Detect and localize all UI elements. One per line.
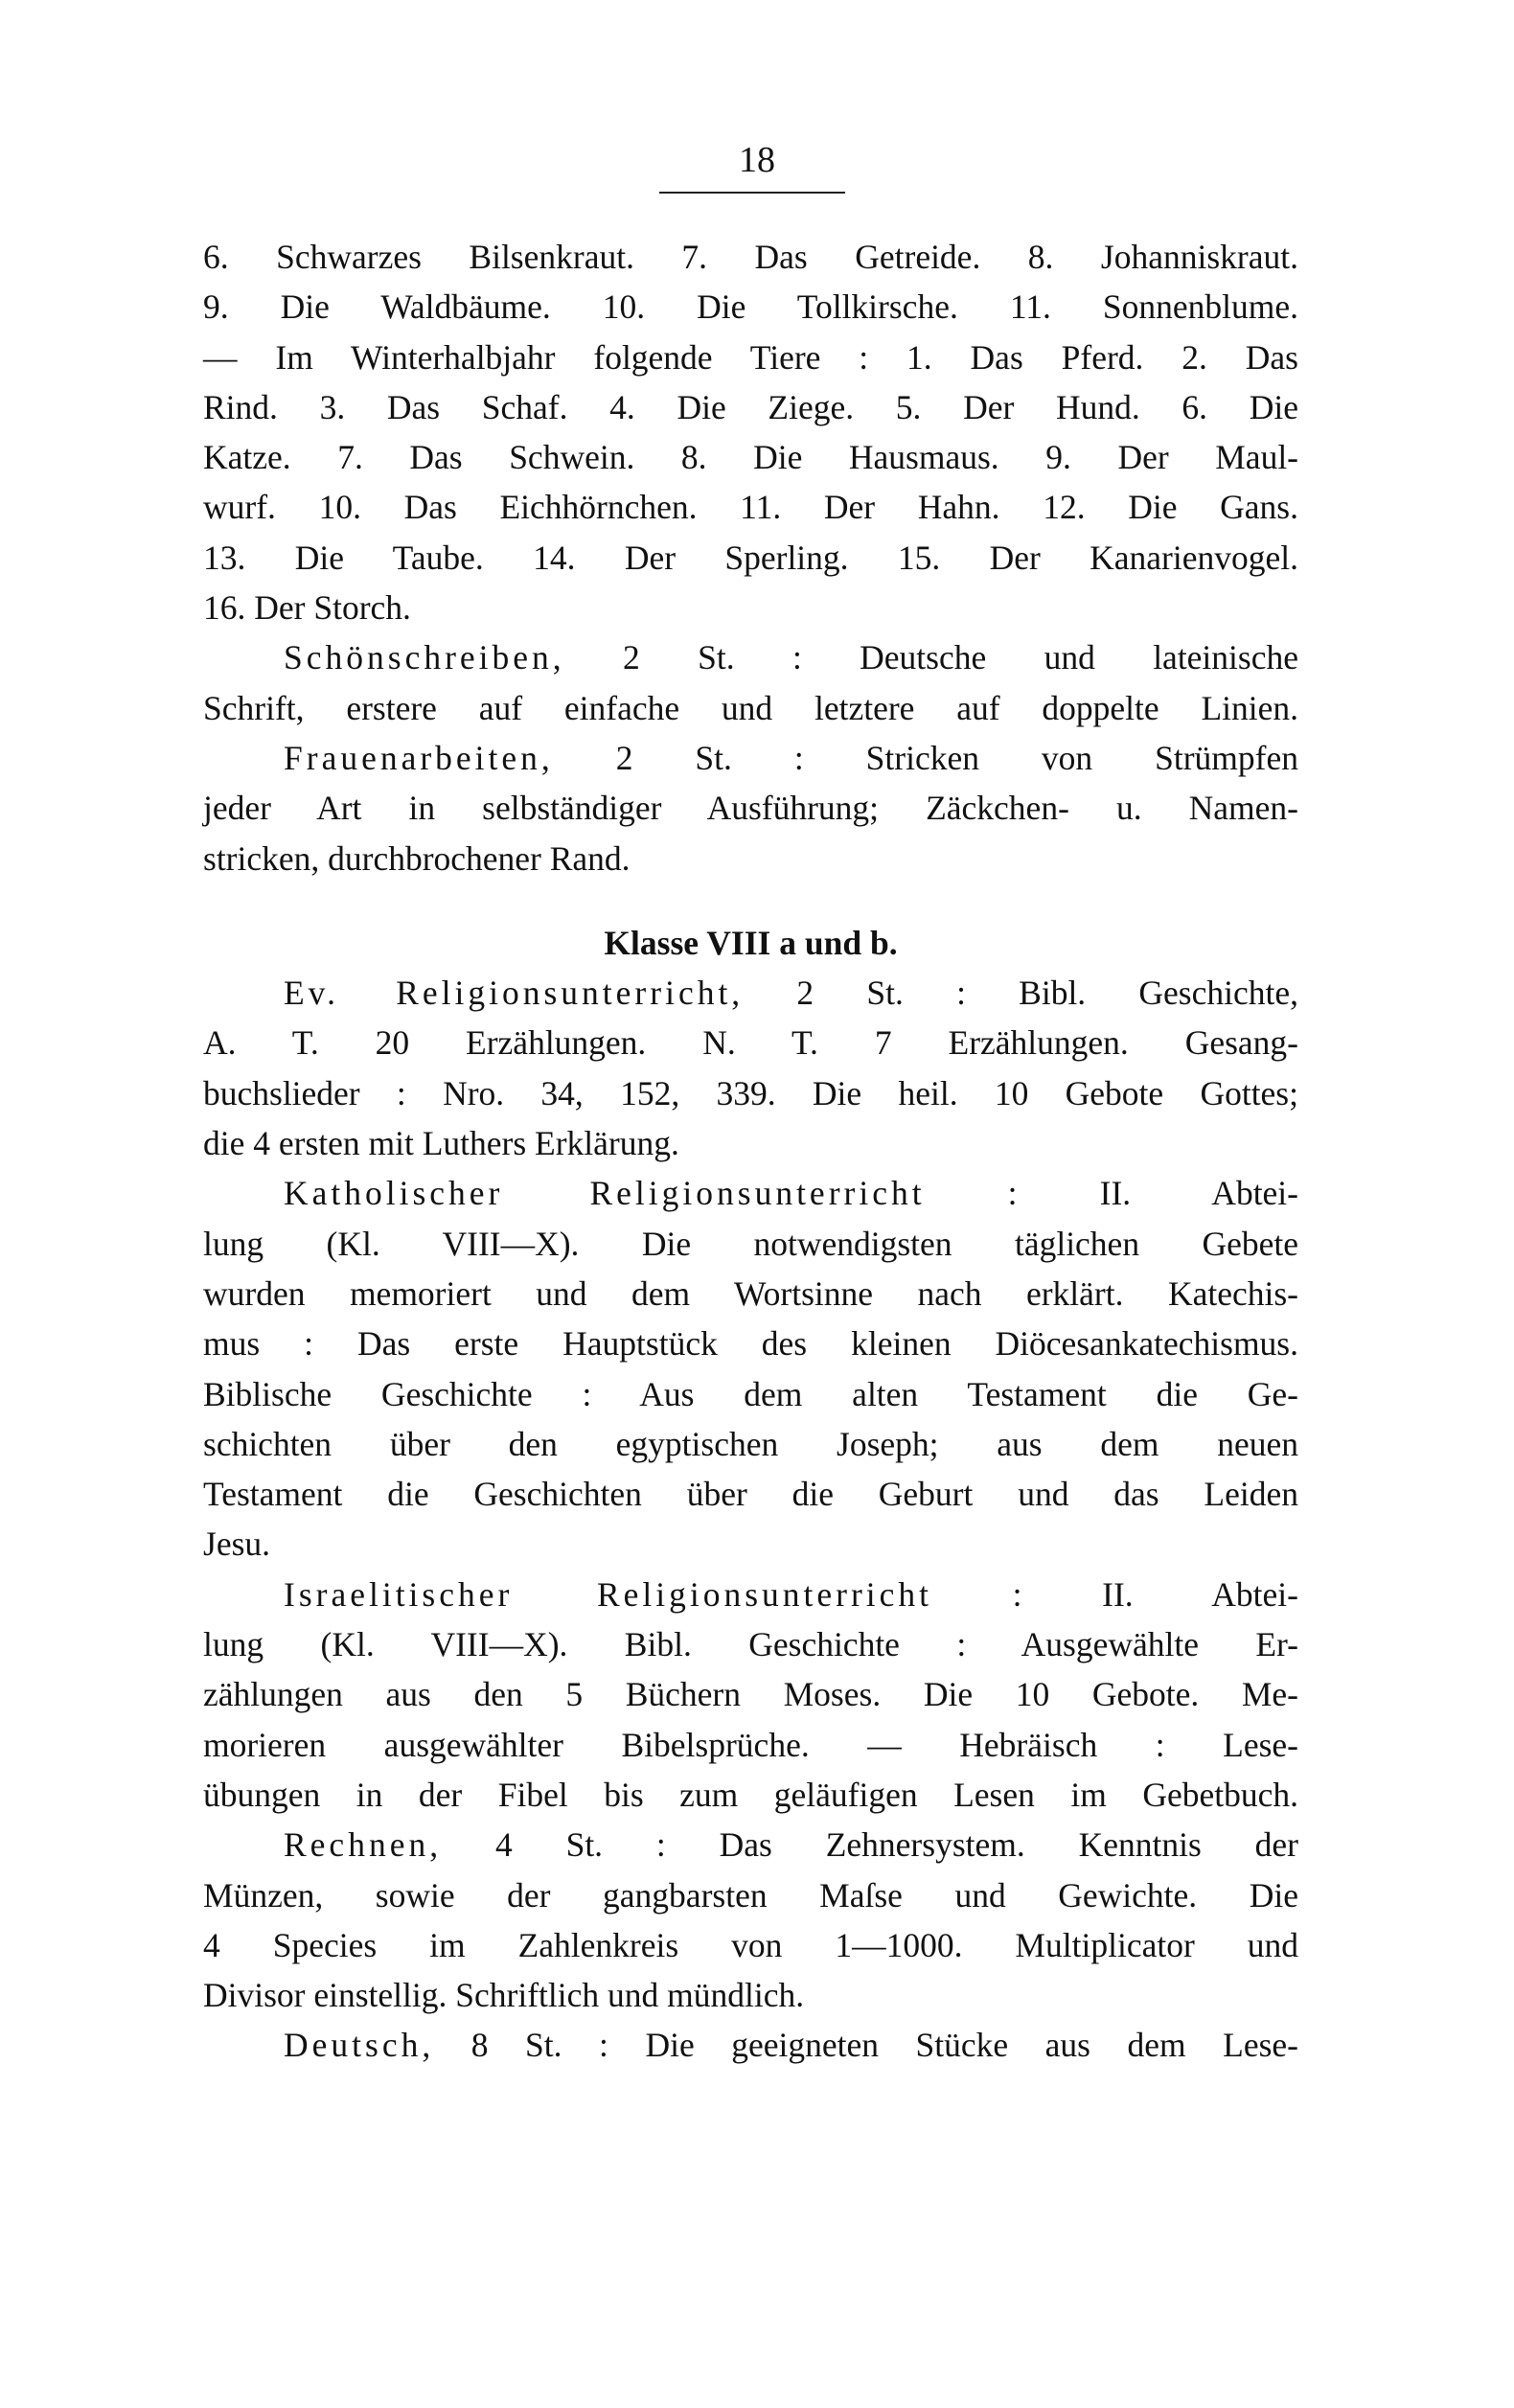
subject-line	[203, 2020, 1298, 2070]
subject-text: 8 St. : Die geeigneten Stücke aus dem Lese-	[434, 2026, 1298, 2065]
subject-name: Deutsch,	[284, 2026, 435, 2065]
text-line: schichten über den egyptischen Joseph; aus dem neuen	[203, 1424, 1298, 1463]
subject-name: Ev. Religionsunterricht,	[284, 974, 745, 1013]
spacer	[203, 883, 1298, 918]
text-line: 16. Der Storch.	[203, 588, 411, 628]
text-line: mus : Das erste Hauptstück des kleinen Diöcesankatechismus.	[203, 1324, 1298, 1364]
text-line: lung (Kl. VIII—X). Die notwendigsten täglichen Gebete	[203, 1224, 1298, 1263]
text-line: Jesu.	[203, 1525, 271, 1564]
text-line: Münzen, sowie der gangbarsten Maſse und Gewichte. Die	[203, 1875, 1298, 1915]
text-line: Schrift, erstere auf einfache und letztere auf doppelte Linien.	[203, 688, 1298, 727]
subject-text: 2 St. : Deutsche und lateinische	[564, 638, 1298, 677]
text-line: buchslieder : Nro. 34, 152, 339. Die heil. 10 Gebote Gottes;	[203, 1073, 1298, 1112]
text-line: — Im Winterhalbjahr folgende Tiere : 1. Das Pferd. 2. Das	[203, 337, 1298, 377]
text-line: übungen in der Fibel bis zum geläufigen Lesen im Gebetbuch.	[203, 1775, 1298, 1814]
subject-text: 2 St. : Stricken von Strümpfen	[553, 738, 1298, 777]
subject-line	[203, 1570, 1298, 1619]
text-line: Testament die Geschichten über die Geburt und das Leiden	[203, 1475, 1298, 1514]
subject-line	[203, 968, 1298, 1018]
text-line: Divisor einstellig. Schriftlich und mündlich.	[203, 1976, 805, 2015]
text-line: lung (Kl. VIII—X). Bibl. Geschichte : Ausgewählte Er-	[203, 1625, 1298, 1664]
header-rule	[659, 192, 845, 194]
subject-text: 2 St. : Bibl. Geschichte,	[744, 974, 1298, 1013]
subject-name: Katholischer Religionsunterricht	[284, 1174, 926, 1213]
subject-line	[203, 1820, 1298, 1869]
text-line: die 4 ersten mit Luthers Erklärung.	[203, 1124, 679, 1163]
text-line: Biblische Geschichte : Aus dem alten Testament die Ge-	[203, 1374, 1298, 1413]
text-line: 4 Species im Zahlenkreis von 1—1000. Multiplicator und	[203, 1925, 1298, 1964]
subject-line	[203, 632, 1298, 682]
page-body	[203, 232, 1298, 2071]
text-line: 6. Schwarzes Bilsenkraut. 7. Das Getreide. 8. Johanniskraut.	[203, 238, 1298, 276]
subject-name: Rechnen,	[284, 1825, 443, 1865]
text-line: 9. Die Waldbäume. 10. Die Tollkirsche. 11. Sonnenblume.	[203, 287, 1298, 327]
text-line: zählungen aus den 5 Büchern Moses. Die 10 Gebote. Me-	[203, 1675, 1298, 1714]
subject-name: Frauenarbeiten,	[284, 738, 554, 777]
text-line: morieren ausgewählter Bibelsprüche. — Hebräisch : Lese-	[203, 1725, 1298, 1764]
text-line: wurden memoriert und dem Wortsinne nach erklärt. Katechis-	[203, 1273, 1298, 1313]
subject-name: Schönschreiben,	[284, 638, 565, 677]
text-line: stricken, durchbrochener Rand.	[203, 838, 631, 878]
section-heading: Klasse VIII a und b.	[604, 923, 898, 962]
text-line: Katze. 7. Das Schwein. 8. Die Hausmaus. 9. Der Maul-	[203, 438, 1298, 477]
subject-line	[203, 1168, 1298, 1218]
text-line: A. T. 20 Erzählungen. N. T. 7 Erzählungen. Gesang-	[203, 1023, 1298, 1063]
subject-text: : II. Abtei-	[932, 1574, 1298, 1614]
subject-text: : II. Abtei-	[925, 1174, 1298, 1213]
subject-name: Israelitischer Religionsunterricht	[284, 1574, 933, 1614]
text-line: Rind. 3. Das Schaf. 4. Die Ziege. 5. Der Hund. 6. Die	[203, 387, 1298, 426]
subject-text: 4 St. : Das Zehnersystem. Kenntnis der	[442, 1825, 1298, 1865]
text-line: wurf. 10. Das Eichhörnchen. 11. Der Hahn. 12. Die Gans.	[203, 488, 1298, 527]
page-number: 18	[739, 140, 775, 180]
text-line: jeder Art in selbständiger Ausführung; Zäckchen- u. Namen-	[203, 789, 1298, 828]
text-line: 13. Die Taube. 14. Der Sperling. 15. Der Kanarienvogel.	[203, 538, 1298, 577]
subject-line	[203, 733, 1298, 783]
